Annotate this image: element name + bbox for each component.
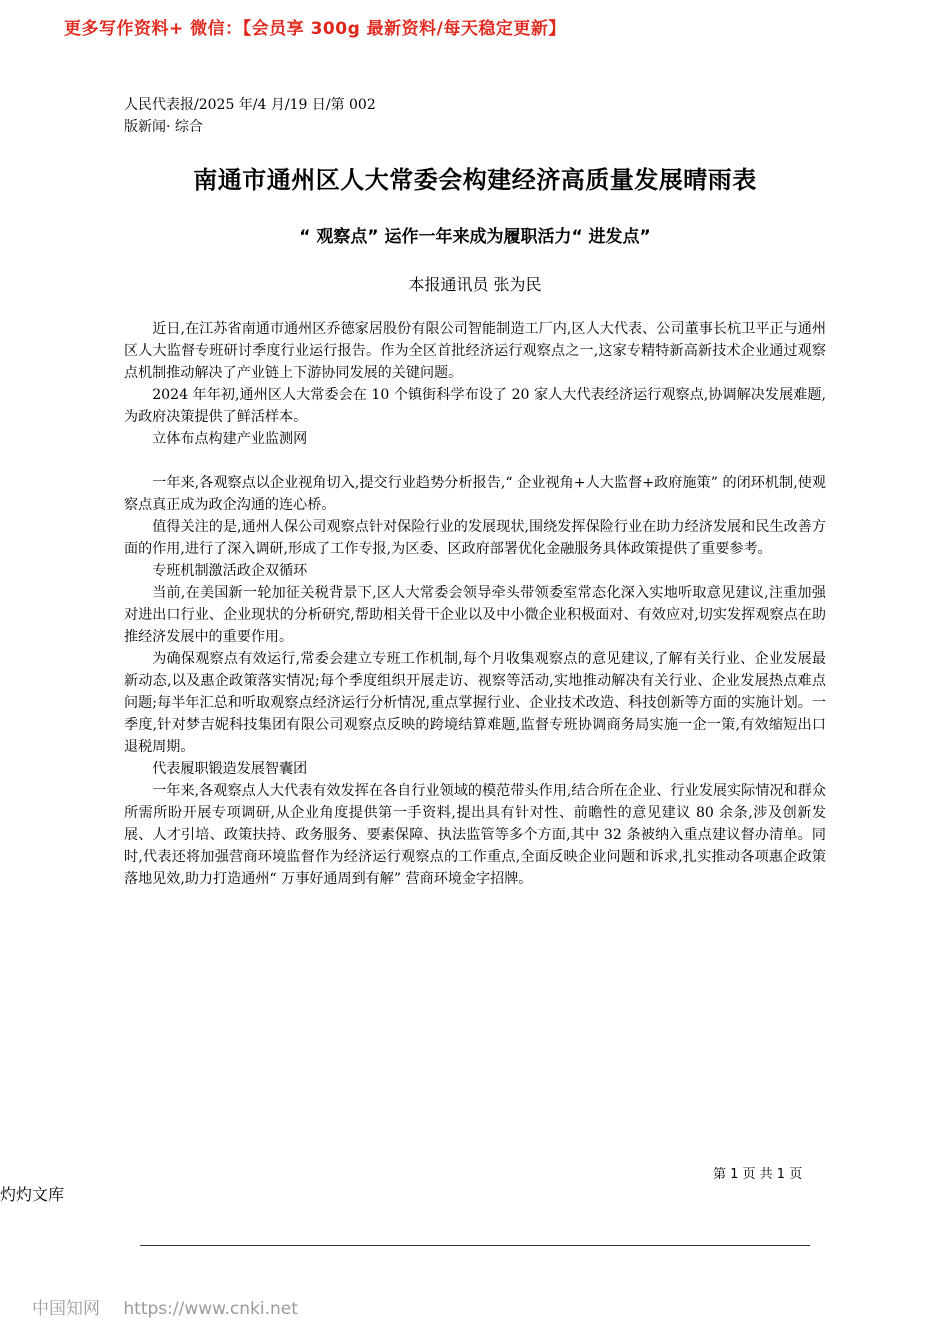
section-heading: 立体布点构建产业监测网: [152, 431, 308, 447]
paragraph: 一年来,各观察点人大代表有效发挥在各自行业领域的模范带头作用,结合所在企业、行业发展实际情况和群众所需所盼开展专项调研,从企业角度提供第一手资料,提出具有针对性、前瞻性的意见建议 80 余条,涉及创新发展、人才引培、政策扶持、政务服务、要素保障、执法监管等多个方面,其中 32 条被纳入重点建议督办清单。同时,代表还将加强营商环境监督作为经济运行观察点的工作重点,全面反映企业问题和诉求,扎实推动各项惠企政策落地见效,助力打造通州“ 万事好通周到有解” 营商环境金字招牌。: [124, 783, 826, 887]
page-number: 第 1 页 共 1 页: [713, 1167, 803, 1182]
paragraph: 近日,在江苏省南通市通州区乔德家居股份有限公司智能制造工厂内,区人大代表、公司董事长杭卫平正与通州区人大监督专班研讨季度行业运行报告。作为全区首批经济运行观察点之一,这家专精特新高新技术企业通过观察点机制推动解决了产业链上下游协同发展的关键问题。: [124, 321, 826, 381]
article-subheadline: “ 观察点” 运作一年来成为履职活力“ 进发点”: [299, 227, 651, 247]
paragraph: 当前,在美国新一轮加征关税背景下,区人大常委会领导牵头带领委室常态化深入实地听取意见建议,注重加强对进出口行业、企业现状的分析研究,帮助相关骨干企业以及中小微企业积极面对、有效应对,切实发挥观察点在助推经济发展中的重要作用。: [124, 585, 826, 645]
article-body: [124, 318, 826, 890]
promo-banner: 更多写作资料+ 微信：【会员享 300g 最新资料/每天稳定更新】: [64, 19, 566, 39]
section-heading: 代表履职锻造发展智囊团: [152, 761, 308, 777]
article-byline: 本报通讯员 张为民: [408, 275, 542, 294]
paragraph: 值得关注的是,通州人保公司观察点针对保险行业的发展现状,围绕发挥保险行业在助力经济发展和民生改善方面的作用,进行了深入调研,形成了工作专报,为区委、区政府部署优化金融服务具体政策提供了重要参考。: [124, 519, 826, 557]
paragraph: 2024 年年初,通州区人大常委会在 10 个镇街科学布设了 20 家人大代表经济运行观察点,协调解决发展难题,为政府决策提供了鲜活样本。: [124, 387, 826, 425]
footer-site-name: 中国知网: [32, 1299, 100, 1319]
article-headline: 南通市通州区人大常委会构建经济高质量发展晴雨表: [193, 166, 757, 194]
footer-watermark: [32, 1294, 298, 1319]
source-info: [124, 94, 376, 138]
section-heading: 专班机制激活政企双循环: [152, 563, 308, 579]
paragraph: 一年来,各观察点以企业视角切入,提交行业趋势分析报告,“ 企业视角+人大监督+政府施策” 的闭环机制,使观察点真正成为政企沟通的连心桥。: [124, 475, 826, 513]
paragraph-spacer: [124, 450, 826, 472]
source-line-2: 版新闻· 综合: [124, 119, 203, 135]
library-name: 灼灼文库: [0, 1185, 65, 1204]
footer-url[interactable]: https://www.cnki.net: [123, 1299, 298, 1319]
source-line-1: 人民代表报/2025 年/4 月/19 日/第 002: [124, 97, 376, 113]
footer-divider: [140, 1245, 810, 1246]
paragraph: 为确保观察点有效运行,常委会建立专班工作机制,每个月收集观察点的意见建议,了解有关行业、企业发展最新动态,以及惠企政策落实情况;每个季度组织开展走访、视察等活动,实地推动解决有关行业、企业发展热点难点问题;每半年汇总和听取观察点经济运行分析情况,重点掌握行业、企业技术改造、科技创新等方面的实施计划。一季度,针对梦吉妮科技集团有限公司观察点反映的跨境结算难题,监督专班协调商务局实施一企一策,有效缩短出口退税周期。: [124, 651, 826, 755]
